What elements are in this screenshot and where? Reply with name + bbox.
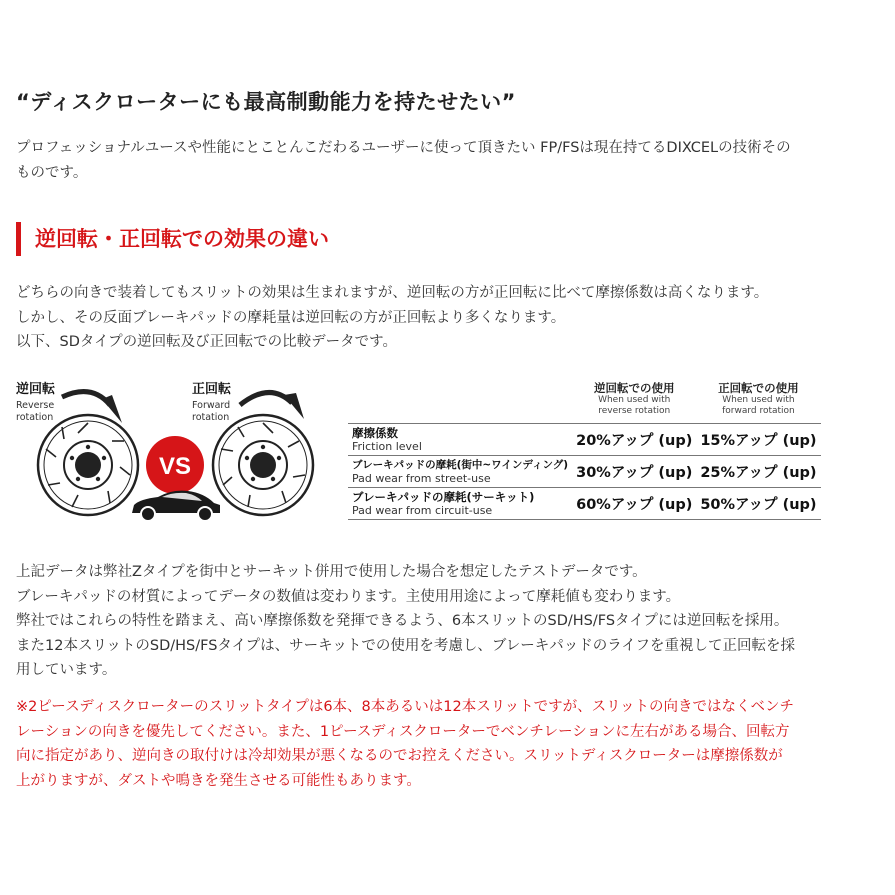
table-row: [348, 424, 821, 456]
car-icon: [132, 491, 220, 521]
header-forward-en2: forward rotation: [722, 406, 795, 416]
forward-en1: Forward: [192, 400, 231, 411]
table-header-row: [348, 381, 821, 424]
row-label-jp: ブレーキパッドの摩耗(サーキット): [352, 490, 535, 504]
section-title: 逆回転・正回転での効果の違い: [16, 222, 329, 256]
para1-line: どちらの向きで装着してもスリットの効果は生まれますが、逆回転の方が正回転に比べて摩擦係数は高くなります。: [16, 285, 769, 301]
note-line: ※2ピースディスクローターのスリットタイプは6本、8本あるいは12本スリットですが、スリットの向きではなくベンチ: [16, 699, 795, 715]
reverse-en2: rotation: [16, 412, 54, 423]
table-row: [348, 488, 821, 520]
intro-line: プロフェッショナルユースや性能にとことんこだわるユーザーに使って頂きたい FP/FSは現在持てるDIXCELの技術その: [16, 140, 791, 156]
header-reverse-jp: 逆回転での使用: [593, 381, 675, 395]
header-reverse-en2: reverse rotation: [598, 406, 671, 416]
para1-line: 以下、SDタイプの逆回転及び正回転での比較データです。: [16, 334, 397, 350]
row-label-en: Friction level: [352, 440, 422, 453]
header-forward: [696, 381, 820, 424]
forward-value: 50%アップ (up): [696, 488, 820, 520]
forward-en2: rotation: [192, 412, 230, 423]
forward-value: 15%アップ (up): [696, 424, 820, 456]
row-label-en: Pad wear from street-use: [352, 472, 491, 485]
header-reverse-en1: When used with: [598, 395, 671, 405]
note-line: レーションの向きを優先してください。また、1ピースディスクローターでベンチレーションに左右がある場合、回転方: [16, 723, 790, 740]
table-row: [348, 456, 821, 488]
reverse-value: 20%アップ (up): [572, 424, 696, 456]
para2-line: 上記データは弊社Zタイプを街中とサーキット併用で使用した場合を想定したテストデータです。: [16, 564, 647, 580]
note-line: 向に指定があり、逆向きの取付けは冷却効果が悪くなるのでお控えください。スリットディスクローターは摩擦係数が: [16, 748, 783, 764]
row-label: [348, 456, 572, 488]
note-line: 上がりますが、ダストや鳴きを発生させる可能性もあります。: [16, 772, 421, 789]
row-label: [348, 424, 572, 456]
reverse-rotor-icon: [38, 415, 138, 515]
forward-value: 25%アップ (up): [696, 456, 820, 488]
para2-line: ブレーキパッドの材質によってデータの数値は変わります。主使用用途によって摩耗値も変わります。: [16, 588, 681, 605]
reverse-en1: Reverse: [16, 400, 55, 411]
intro-text: [16, 136, 878, 185]
header-reverse: [572, 381, 696, 424]
forward-rotor-icon: [213, 415, 313, 515]
row-label-jp: 摩擦係数: [352, 426, 398, 440]
comparison-table: [348, 381, 821, 520]
para2-line: 弊社ではこれらの特性を踏まえ、高い摩擦係数を発揮できるよう、6本スリットのSD/HS/FSタイプには逆回転を採用。: [16, 613, 789, 629]
para2-line: また12本スリットのSD/HS/FSタイプは、サーキットでの使用を考慮し、ブレーキパッドのライフを重視して正回転を採: [16, 637, 795, 654]
caution-note: [16, 695, 878, 793]
row-label-en: Pad wear from circuit-use: [352, 504, 493, 517]
para1: [16, 281, 878, 355]
reverse-value: 30%アップ (up): [572, 456, 696, 488]
header-forward-jp: 正回転での使用: [718, 381, 799, 395]
vs-badge: [146, 436, 204, 494]
page-heading: “ディスクローターにも最高制動能力を持たせたい”: [16, 90, 516, 114]
reverse-value: 60%アップ (up): [572, 488, 696, 520]
header-forward-en1: When used with: [722, 395, 795, 405]
para1-line: しかし、その反面ブレーキパッドの摩耗量は逆回転の方が正回転より多くなります。: [16, 309, 566, 326]
para2: [16, 560, 878, 683]
row-label: [348, 488, 572, 520]
header-empty: [348, 381, 572, 424]
vs-text: VS: [158, 453, 192, 480]
row-label-jp: ブレーキパッドの摩耗(街中~ワインディング): [352, 459, 569, 471]
intro-line: ものです。: [16, 164, 88, 181]
reverse-label: 逆回転: [16, 382, 56, 397]
para2-line: 用しています。: [16, 662, 117, 678]
forward-label: 正回転: [192, 382, 232, 397]
